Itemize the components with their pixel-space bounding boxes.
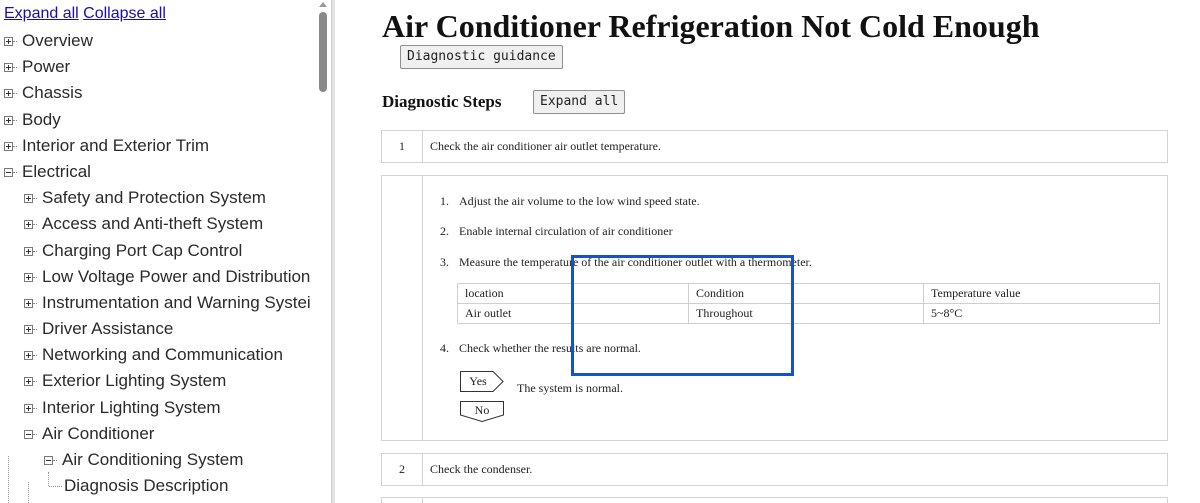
yes-result-text: The system is normal. [517, 381, 623, 395]
tree-actions [4, 5, 166, 23]
collapse-minus-icon[interactable] [44, 456, 53, 465]
tree-connector [33, 329, 37, 330]
scrollbar-thumb[interactable] [319, 12, 327, 92]
tree-item[interactable] [0, 211, 320, 237]
expand-plus-icon[interactable] [4, 116, 13, 125]
expand-plus-icon[interactable] [4, 63, 13, 72]
expand-plus-icon[interactable] [24, 377, 33, 386]
no-label: No [474, 403, 490, 417]
tree-item[interactable] [0, 290, 320, 316]
table-header: Condition [689, 284, 924, 304]
tree-connector [33, 303, 37, 304]
tree-item[interactable] [0, 159, 320, 185]
table-header-row [458, 284, 1160, 304]
tree-item[interactable] [0, 342, 320, 368]
diagnostic-steps-heading: Diagnostic Steps [382, 92, 502, 111]
tree-connector [13, 120, 17, 121]
tree-item[interactable] [0, 107, 320, 133]
tree-item-label: Interior and Exterior Trim [22, 135, 210, 155]
yes-label: Yes [469, 374, 487, 388]
expand-plus-icon[interactable] [24, 220, 33, 229]
tree-item-label: Overview [22, 31, 93, 50]
tree-item-label: Safety and Protection System [42, 188, 266, 208]
tree-item[interactable] [0, 133, 320, 159]
expand-plus-icon[interactable] [24, 273, 33, 282]
tree-item[interactable] [0, 264, 320, 290]
tree-item-label: Air Conditioning System [62, 450, 244, 469]
expand-plus-icon[interactable] [24, 404, 33, 413]
tree-connector [49, 486, 62, 487]
step-row[interactable] [381, 453, 1168, 486]
main-content [336, 0, 1200, 503]
tree-item[interactable] [0, 28, 320, 54]
expand-plus-icon[interactable] [4, 37, 13, 46]
tree-item[interactable] [0, 395, 320, 421]
tree-connector [13, 146, 17, 147]
tree-item[interactable] [0, 54, 320, 80]
tree-item-label: Diagnosis Description [64, 476, 229, 496]
expand-plus-icon[interactable] [24, 247, 33, 256]
collapse-minus-icon[interactable] [4, 168, 13, 177]
tree-item[interactable] [0, 80, 320, 106]
tree-connector [13, 93, 17, 94]
table-cell: Air outlet [458, 304, 689, 324]
tree-item-label: Charging Port Cap Control [42, 240, 243, 260]
tree-connector [13, 172, 17, 173]
tree-item-label: Access and Anti-theft System [42, 214, 264, 234]
tree-connector [33, 408, 37, 409]
step-text: Check the air conditioner air outlet temperature. [430, 139, 661, 153]
pane-splitter[interactable] [331, 0, 335, 503]
page-title: Air Conditioner Refrigeration Not Cold Enough [382, 8, 1040, 44]
tree-guide-line [8, 456, 9, 503]
tree-item-label: Air Conditioner [42, 423, 155, 443]
sidebar-scrollbar[interactable] [318, 0, 328, 503]
step-row[interactable] [381, 130, 1168, 163]
table-row [458, 304, 1160, 324]
expand-all-link[interactable]: Expand all [4, 5, 79, 22]
expand-plus-icon[interactable] [24, 325, 33, 334]
tree-connector [33, 251, 37, 252]
tree-connector [13, 41, 17, 42]
collapse-minus-icon[interactable] [24, 430, 33, 439]
expand-plus-icon[interactable] [4, 142, 13, 151]
expand-plus-icon[interactable] [4, 89, 13, 98]
tree-item-label: Low Voltage Power and Distribution [42, 266, 311, 286]
table-cell: Throughout [689, 304, 924, 324]
tree-connector [33, 381, 37, 382]
tree-connector [33, 434, 37, 435]
tree-item-label: Networking and Communication [42, 345, 283, 365]
diagnostic-guidance-button[interactable]: Diagnostic guidance [400, 45, 563, 69]
instruction-item: 1. Adjust the air volume to the low wind speed state. [440, 194, 700, 208]
tree-guide-line [48, 472, 49, 486]
tree-item-label: Interior Lighting System [42, 397, 221, 417]
tree-connector [53, 460, 57, 461]
annotation-highlight-box [571, 255, 794, 376]
temperature-table [457, 283, 1160, 324]
tree-connector [13, 67, 17, 68]
tree-item-label: Instrumentation and Warning Systei [42, 292, 311, 312]
tree-item-label: Body [22, 109, 61, 129]
tree-item[interactable] [0, 238, 320, 264]
tree-connector [33, 277, 37, 278]
tree-connector [33, 355, 37, 356]
step-number: 1 [382, 131, 423, 162]
tree-item[interactable] [0, 316, 320, 342]
step-number: 2 [382, 454, 423, 485]
no-result-button[interactable] [460, 401, 504, 422]
tree-item-label: Driver Assistance [42, 319, 174, 339]
tree-item-label: Electrical [22, 161, 91, 181]
table-header: location [458, 284, 689, 304]
step-number-cell [382, 176, 423, 440]
expand-plus-icon[interactable] [24, 299, 33, 308]
expand-all-button[interactable]: Expand all [533, 90, 625, 114]
scroll-up-arrow-icon[interactable] [319, 2, 327, 7]
tree-item[interactable] [0, 447, 320, 473]
tree-item[interactable] [0, 368, 320, 394]
tree-guide-line [28, 482, 29, 503]
instruction-item: 3. Measure the temperature of the air conditioner outlet with a thermometer. [440, 255, 812, 269]
tree-item-label: Chassis [22, 83, 83, 103]
sidebar-tree-pane [0, 0, 330, 503]
expand-plus-icon[interactable] [24, 194, 33, 203]
expand-plus-icon[interactable] [24, 351, 33, 360]
collapse-all-link[interactable]: Collapse all [83, 5, 166, 22]
tree-connector [33, 198, 37, 199]
instruction-item: 2. Enable internal circulation of air conditioner [440, 224, 673, 238]
tree-connector [33, 224, 37, 225]
navigation-tree [0, 28, 320, 499]
tree-item-label: Power [22, 57, 71, 77]
tree-item[interactable] [0, 185, 320, 211]
tree-item-label: Exterior Lighting System [42, 371, 227, 391]
instruction-item: 4. Check whether the results are normal. [440, 341, 641, 355]
step-text: Check the condenser. [430, 462, 533, 476]
table-cell: 5~8°C [924, 304, 1160, 324]
tree-item[interactable] [0, 421, 320, 447]
yes-result-button[interactable] [460, 371, 504, 392]
step-row[interactable] [381, 497, 1168, 503]
table-header: Temperature value [924, 284, 1160, 304]
step-number-cell [382, 498, 423, 503]
